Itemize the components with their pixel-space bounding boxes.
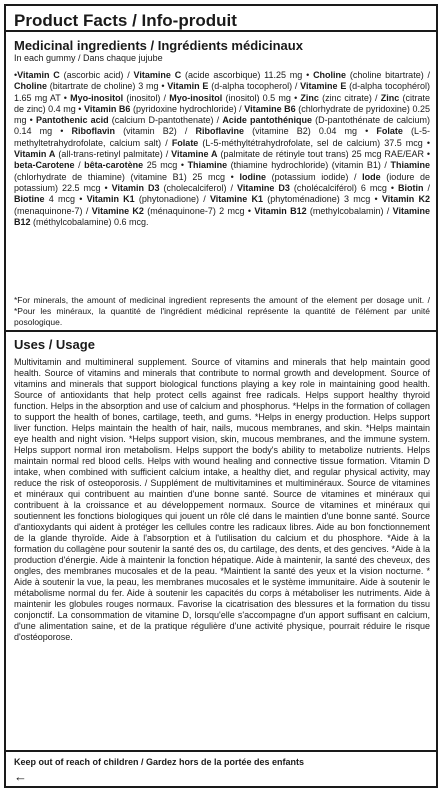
- ingredient-detail: (ménaquinone-7) 2 mcg •: [143, 205, 255, 216]
- ingredient-name: Zinc: [380, 92, 400, 103]
- ingredient-detail: (d-alpha tocopherol) /: [208, 81, 301, 92]
- per-gummy-note: In each gummy / Dans chaque jujube: [14, 53, 163, 63]
- ingredient-detail: (menaquinone-7) /: [14, 205, 92, 216]
- ingredient-name: Thiamine: [390, 160, 430, 171]
- ingredient-detail: (pyridoxine hydrochloride) /: [130, 103, 245, 114]
- ingredient-detail: (d-alpha tocophérol) 1.65 mg AT •: [14, 81, 430, 103]
- ingredient-name: Vitamine K2: [91, 205, 144, 216]
- ingredient-detail: (inositol) 0.5 mg •: [222, 92, 301, 103]
- ingredient-name: beta-Carotene: [14, 160, 75, 171]
- left-arrow-icon: ←: [14, 769, 27, 784]
- ingredient-detail: (méthylcobalamine) 0.6 mcg.: [30, 216, 149, 227]
- ingredient-name: Thiamine: [187, 160, 228, 171]
- ingredient-detail: (all-trans-retinyl palmitate) /: [55, 149, 172, 160]
- ingredient-name: Myo-inositol: [169, 92, 223, 103]
- ingredient-name: Riboflavin: [71, 126, 116, 137]
- ingredient-name: Vitamine K1: [209, 194, 264, 205]
- ingredient-name: Iode: [362, 171, 381, 182]
- ingredient-detail: (palmitate de rétinyle tout trans) 25 mcg RAE/EAR •: [217, 149, 431, 160]
- ingredient-detail: (citrate de zinc) 0.4 mg •: [14, 92, 430, 114]
- uses-text: Multivitamin and multimineral supplement. Source of vitamins and minerals that help maintain good health. Source of vitamins and minerals that contribute to normal growth and development. Source of vitamins and minerals that support biological functions playing a key role in maintaining good health. Source of antioxidants that help protect cells against free radicals. Helps support healthy thyroid function. Helps in the absorption and use of calcium and phosphorus. *Helps in the formation of collagen to support the health of bones, cartilage, teeth, and gums. *Helps in energy production. Helps support liver function. Helps maintain the health of hair, nails, mucous membranes, and skin. *Helps maintain eye health and night vision. *Helps support vision, skin, mucous membranes, and the immune system. Helps support normal iron metabolism. Helps support the body's ability to metabolize nutrients. Helps maintain normal red blood cells. Helps with wound healing and connective tissue formation. Vitamin D intake, when combined with sufficient calcium intake, a healthy diet, and regular physical activity, may reduce the risk of osteoporosis. / Supplément de multivitamines et multiminéraux. Source de vitamines et minéraux qui contribuent au maintien d'une bonne santé. Source de vitamines et minéraux qui contribuent à la croissance et au développement normaux. Source de vitamines et minéraux qui soutiennent les fonctions biologiques qui jouent un rôle clé dans le maintien d'une bonne santé. Source d'antioxydants qui aident à protéger les cellules contre les radicaux libres. Aide au bon fonctionnement de la glande thyroïde. Aide à l'absorption et à l'utilisation du calcium et du phosphore. *Aide à la formation du collagène pour soutenir la santé des os, du cartilage, des dents, et des gencives. *Aide à la production d'énergie. Aide à maintenir la fonction hépatique. Aide à maintenir, la santé des cheveux, des ongles, des membranes mucosales et de la peau. *Maintient la santé des yeux et la vision nocturne. * Aide à soutenir la vue, la peau, les membranes mucosales et le système immunitaire. Aide à soutenir le métabolisme normal du fer. Aide à soutenir les capacités du corps à métaboliser les nutriments. Aide à maintenir les globules rouges normaux. Favorise la cicatrisation des blessures et la formation du tissu conjonctif. La consommation de vitamine D, lorsqu'elle s'accompagne d'un apport suffisant en calcium, d'une alimentation saine, et de la pratique régulière d'une activité physique, pourrait réduire le risque d'ostéoporose.: [14, 357, 430, 642]
- ingredient-detail: (inositol) /: [123, 92, 170, 103]
- medicinal-ingredients-heading: Medicinal ingredients / Ingrédients médicinaux: [14, 38, 303, 53]
- ingredient-detail: 25 mcg •: [143, 160, 188, 171]
- ingredient-name: Biotine: [14, 194, 45, 205]
- ingredient-name: Vitamin E: [167, 81, 209, 92]
- ingredient-name: Vitamine E: [300, 81, 347, 92]
- ingredient-name: Vitamin B12: [254, 205, 307, 216]
- ingredient-detail: (acide ascorbique) 11.25 mg •: [181, 70, 314, 80]
- ingredient-detail: /: [423, 182, 430, 193]
- ingredient-detail: (chlorhydrate de pyridoxine) 0.25 mg •: [14, 103, 430, 126]
- ingredient-name: Zinc: [300, 92, 319, 103]
- ingredient-name: Vitamine A: [171, 149, 218, 160]
- ingredient-detail: (zinc citrate) /: [318, 92, 381, 103]
- medicinal-ingredients-section: [6, 32, 436, 332]
- uses-section: [6, 332, 436, 752]
- ingredient-name: Myo-inositol: [70, 92, 124, 103]
- ingredient-list: •Vitamin C (ascorbic acid) / Vitamine C (acide ascorbique) 11.25 mg • Choline (choline bitartrate) / Choline (bitartrate de choline) 3 mg • Vitamin E (d-alpha tocopherol) / Vitamine E (d-alpha tocophérol) 1.65 mg AT • Myo-inositol (inositol) / Myo-inositol (inositol) 0.5 mg • Zinc (zinc citrate) / Zinc (citrate de zinc) 0.4 mg • Vitamin B6 (pyridoxine hydrochloride) / Vitamine B6 (chlorhydrate de pyridoxine) 0.25 mg • Pantothenic acid (calcium D-pantothenate) / Acide pantothénique (D-pantothénate de calcium) 0.14 mg • Riboflavin (vitamin B2) / Riboflavine (vitamine B2) 0.04 mg • Folate (L-5-methyltetrahydrofolate, calcium salt) / Folate (L-5-méthyltétrahydrofolate, sel de calcium) 37.5 mcg • Vitamin A (all-trans-retinyl palmitate) / Vitamine A (palmitate de rétinyle tout trans) 25 mcg RAE/EAR • beta-Carotene / bêta-carotène 25 mcg • Thiamine (thiamine hydrochloride) (vitamin B1) / Thiamine (chlorhydrate de thiamine) (vitamine B1) 25 mcg • Iodine (potassium iodide) / Iode (iodure de potassium) 22.5 mcg • Vitamin D3 (cholecalciferol) / Vitamine D3 (cholécalciférol) 6 mcg • Biotin / Biotine 4 mcg • Vitamin K1 (phytonadione) / Vitamine K1 (phytoménadione) 3 mcg • Vitamin K2 (menaquinone-7) / Vitamine K2 (ménaquinone-7) 2 mcg • Vitamin B12 (methylcobalamin) / Vitamine B12 (méthylcobalamine) 0.6 mcg.: [14, 70, 431, 227]
- ingredient-detail: (phytonadione) /: [134, 194, 210, 205]
- ingredient-detail: (methylcobalamin) /: [306, 205, 393, 216]
- ingredient-name: Vitamine B12: [14, 205, 430, 227]
- ingredient-name: Vitamin C: [17, 70, 60, 80]
- ingredient-name: Vitamine C: [133, 70, 182, 80]
- ingredient-name: Vitamin D3: [111, 182, 160, 193]
- children-warning: Keep out of reach of children / Gardez hors de la portée des enfants: [14, 757, 305, 767]
- ingredient-detail: /: [74, 160, 85, 171]
- ingredient-detail: (potassium iodide) /: [265, 171, 363, 182]
- ingredient-detail: (L-5-méthyltétrahydrofolate, sel de calcium) 37.5 mcg •: [198, 137, 430, 148]
- ingredient-name: bêta-carotène: [84, 160, 144, 171]
- ingredient-detail: (bitartrate de choline) 3 mg •: [47, 81, 168, 92]
- ingredient-name: Vitamin B6: [84, 103, 131, 114]
- ingredient-detail: (chlorhydrate de thiamine) (vitamine B1) 25 mcg •: [14, 171, 240, 182]
- ingredient-name: Iodine: [239, 171, 266, 182]
- ingredient-name: Folate: [376, 126, 403, 137]
- uses-heading: Uses / Usage: [14, 337, 95, 352]
- ingredient-detail: (vitamin B2) /: [115, 126, 196, 137]
- ingredient-name: Pantothenic acid: [35, 115, 109, 126]
- ingredient-name: Riboflavine: [195, 126, 245, 137]
- ingredient-name: Vitamin K2: [381, 194, 430, 205]
- ingredient-detail: (thiamine hydrochloride) (vitamin B1) /: [227, 160, 391, 171]
- ingredient-name: Choline: [313, 70, 347, 80]
- panel-title: Product Facts / Info-produit: [6, 6, 436, 32]
- product-facts-panel: [4, 4, 438, 788]
- ingredient-name: Choline: [14, 81, 47, 92]
- ingredient-detail: (choline bitartrate) /: [346, 70, 430, 80]
- ingredient-detail: (cholécalciférol) 6 mcg •: [289, 182, 398, 193]
- ingredient-name: Biotin: [398, 182, 424, 193]
- ingredient-detail: (calcium D-pantothenate) /: [108, 115, 223, 126]
- ingredient-name: Folate: [171, 137, 199, 148]
- ingredient-name: Vitamin A: [14, 149, 56, 160]
- ingredient-name: Vitamine D3: [237, 182, 290, 193]
- ingredient-detail: (phytoménadione) 3 mcg •: [263, 194, 382, 205]
- ingredient-name: Vitamine B6: [244, 103, 296, 114]
- ingredient-detail: (ascorbic acid) /: [59, 70, 134, 80]
- ingredient-name: Acide pantothénique: [222, 115, 312, 126]
- ingredient-detail: (cholecalciferol) /: [159, 182, 237, 193]
- minerals-footnote: *For minerals, the amount of medicinal ingredient represents the amount of the element per dosage unit. / *Pour les minéraux, la quantité de l'ingrédient médicinal représente la quantité de l'élément par unité posologique.: [14, 295, 430, 327]
- ingredient-detail: (iodure de potassium) 22.5 mcg •: [14, 171, 430, 193]
- ingredient-detail: (vitamine B2) 0.04 mg •: [244, 126, 377, 137]
- ingredient-detail: (D-pantothénate de calcium) 0.14 mg •: [14, 115, 430, 137]
- ingredient-detail: (L-5-methyltetrahydrofolate, calcium salt) /: [14, 126, 431, 148]
- ingredient-name: Vitamin K1: [86, 194, 135, 205]
- ingredient-detail: 4 mcg •: [44, 194, 87, 205]
